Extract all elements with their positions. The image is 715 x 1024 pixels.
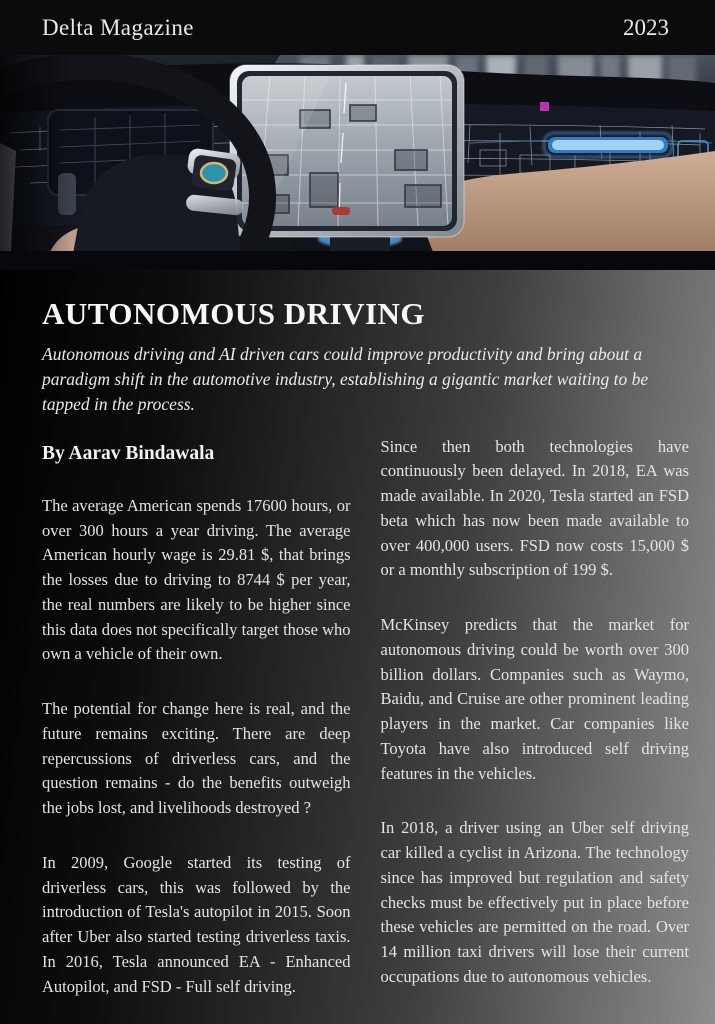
left-column	[42, 435, 351, 1024]
map-vehicle-marker	[332, 207, 350, 215]
paragraph-uber-accident: In 2018, a driver using an Uber self driving car killed a cyclist in Arizona. The technology since has improved but regulation and safety checks must be effectively put in place before these vehicles are permitted on the road. Over 14 million taxi drivers will lose their current occupations due to autonomous vehicles.	[380, 818, 689, 986]
article-title: AUTONOMOUS DRIVING	[42, 296, 426, 331]
hero-image	[0, 55, 715, 270]
magazine-name: Delta Magazine	[42, 14, 194, 40]
article-body	[0, 270, 715, 1024]
masthead	[0, 0, 715, 55]
car-interior-illustration	[0, 55, 715, 270]
magenta-indicator	[540, 102, 549, 111]
article-subtitle: Autonomous driving and AI driven cars could improve productivity and bring about a paradigm shift in the automotive industry, establishing a gigantic market waiting to be tapped in the process.	[42, 344, 649, 414]
bottom-shadow	[0, 251, 715, 270]
right-column	[381, 435, 690, 1024]
paragraph-driving-hours: The average American spends 17600 hours, or over 300 hours a year driving. The average American hourly wage is 29.81 $, that brings the losses due to driving to 8744 $ per year, the real numbers are likely to be higher since this data does not specifically target those who own a vehicle of their own.	[42, 495, 351, 664]
paragraph-google-tesla-history: In 2009, Google started its testing of driverless cars, this was followed by the introduction of Tesla's autopilot in 2015. Soon after Uber also started testing driverless taxis. In 2016, Tesla announced EA - Enhanced Autopilot, and FSD - Full self driving.	[42, 852, 351, 996]
steering-wheel-button	[201, 163, 227, 183]
article-columns	[42, 435, 689, 1024]
byline: By Aarav Bindawala	[42, 442, 215, 464]
paragraph-potential-change: The potential for change here is real, and the future remains exciting. There are deep repercussions of driverless cars, and the question remains - do the benefits outweigh the jobs lost, and livelihoods destroyed ?	[42, 699, 351, 818]
issue-year: 2023	[623, 14, 669, 40]
paragraph-fsd-delays: Since then both technologies have continuously been delayed. In 2018, EA was made available. In 2020, Tesla started an FSD beta which has now been made available to over 400,000 users. FSD now costs 15,000 $ or a monthly subscription of 199 $.	[380, 436, 689, 580]
left-vignette	[0, 55, 70, 270]
paragraph-mckinsey-market: McKinsey predicts that the market for autonomous driving could be worth over 300 billion dollars. Companies such as Waymo, Baidu, and Cruise are other prominent leading players in the market. Car companies like Toyota have also introduced self driving features in the vehicles.	[380, 615, 689, 783]
